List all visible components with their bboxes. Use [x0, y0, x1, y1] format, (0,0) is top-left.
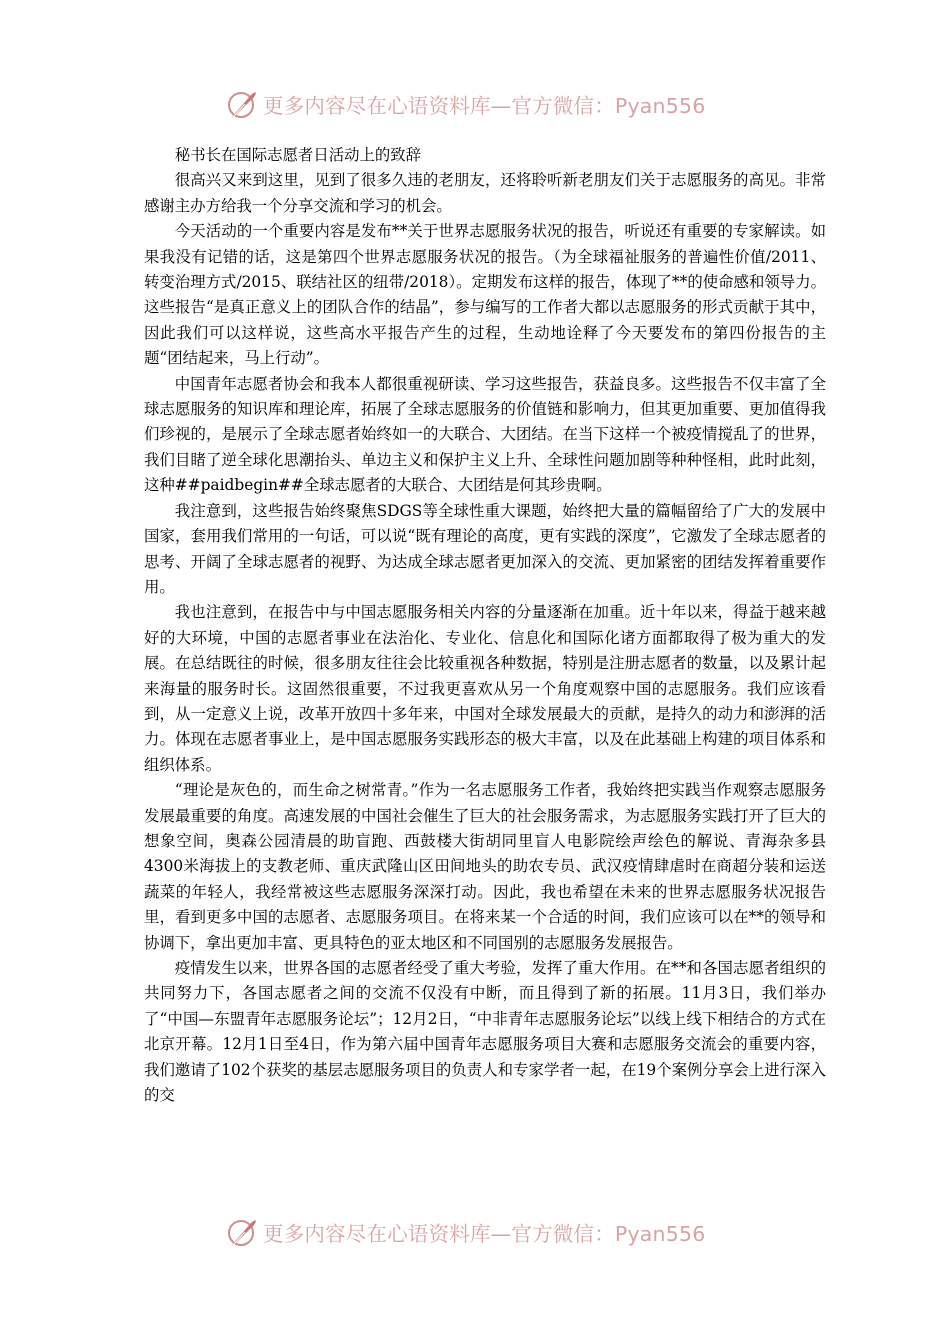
paragraph: 疫情发生以来，世界各国的志愿者经受了重大考验，发挥了重大作用。在**和各国志愿者组织的共同努力下，各国志愿者之间的交流不仅没有中断，而且得到了新的拓展。11月3日，我们举办了“中国—东盟青年志愿服务论坛”；12月2日，“中非青年志愿服务论坛”以线上线下相结合的方式在北京开幕。12月1日至4日，作为第六届中国青年志愿服务项目大赛和志愿服务交流会的重要内容，我们邀请了102个获奖的基层志愿服务项目的负责人和专家学者一起，在19个案例分享会上进行深入的交: [144, 959, 826, 1105]
document-title: 秘书长在国际志愿者日活动上的致辞: [174, 146, 422, 164]
paragraph: 中国青年志愿者协会和我本人都很重视研读、学习这些报告，获益良多。这些报告不仅丰富了全球志愿服务的知识库和理论库，拓展了全球志愿服务的价值链和影响力，但其更加重要、更加值得我们珍视的，是展示了全球志愿者始终如一的大联合、大团结。在当下这样一个被疫情搅乱了的世界，我们目睹了逆全球化思潮抬头、单边主义和保护主义上升、全球性问题加剧等种种怪相，此时此刻，这种##paidbegin##全球志愿者的大联合、大团结是何其珍贵啊。: [144, 374, 826, 495]
quill-pen-circle-icon: [225, 1215, 259, 1249]
paragraph: 我注意到，这些报告始终聚焦SDGS等全球性重大课题，始终把大量的篇幅留给了广大的发展中国家，套用我们常用的一句话，可以说“既有理论的高度，更有实践的深度”，它激发了全球志愿者的思考、开阔了全球志愿者的视野、为达成全球志愿者更加深入的交流、更加紧密的团结发挥着重要作用。: [144, 501, 826, 596]
quill-pen-circle-icon: [225, 87, 259, 121]
watermark-text: 更多内容尽在心语资料库—官方微信：Pyan556: [263, 1222, 706, 1246]
header-watermark-banner: [0, 84, 950, 124]
paragraph: 今天活动的一个重要内容是发布**关于世界志愿服务状况的报告，听说还有重要的专家解读。如果我没有记错的话，这是第四个世界志愿服务状况的报告。（为全球福祉服务的普遍性价值/2011、转变治理方式/2015、联结社区的纽带/2018）。定期发布这样的报告，体现了**的使命感和领导力。这些报告“是真正意义上的团队合作的结晶”，参与编写的工作者大都以志愿服务的形式贡献于其中，因此我们可以这样说，这些高水平报告产生的过程，生动地诠释了今天要发布的第四份报告的主题“团结起来，马上行动”。: [144, 222, 826, 368]
footer-watermark-banner: [0, 1212, 950, 1252]
paragraph: “理论是灰色的，而生命之树常青。”作为一名志愿服务工作者，我始终把实践当作观察志愿服务发展最重要的角度。高速发展的中国社会催生了巨大的社会服务需求，为志愿服务实践打开了巨大的想象空间，奥森公园清晨的助盲跑、西鼓楼大街胡同里盲人电影院绘声绘色的解说、青海杂多县4300米海拔上的支教老师、重庆武隆山区田间地头的助农专员、武汉疫情肆虐时在商超分装和运送蔬菜的年轻人，我经常被这些志愿服务深深打动。因此，我也希望在未来的世界志愿服务状况报告里，看到更多中国的志愿者、志愿服务项目。在将来某一个合适的时间，我们应该可以在**的领导和协调下，拿出更加丰富、更具特色的亚太地区和不同国别的志愿服务发展报告。: [144, 781, 826, 952]
paragraph: 很高兴又来到这里，见到了很多久违的老朋友，还将聆听新老朋友们关于志愿服务的高见。非常感谢主办方给我一个分享交流和学习的机会。: [144, 171, 826, 215]
paragraph: 我也注意到，在报告中与中国志愿服务相关内容的分量逐渐在加重。近十年以来，得益于越来越好的大环境，中国的志愿者事业在法治化、专业化、信息化和国际化诸方面都取得了极为重大的发展。在总结既往的时候，很多朋友往往会比较重视各种数据，特别是注册志愿者的数量，以及累计起来海量的服务时长。这固然很重要，不过我更喜欢从另一个角度观察中国的志愿服务。我们应该看到，从一定意义上说，改革开放四十多年来，中国对全球发展最大的贡献，是持久的动力和澎湃的活力。体现在志愿者事业上，是中国志愿服务实践形态的极大丰富，以及在此基础上构建的项目体系和组织体系。: [144, 603, 826, 774]
watermark-text: 更多内容尽在心语资料库—官方微信：Pyan556: [263, 94, 706, 118]
document-body: [144, 143, 826, 1108]
